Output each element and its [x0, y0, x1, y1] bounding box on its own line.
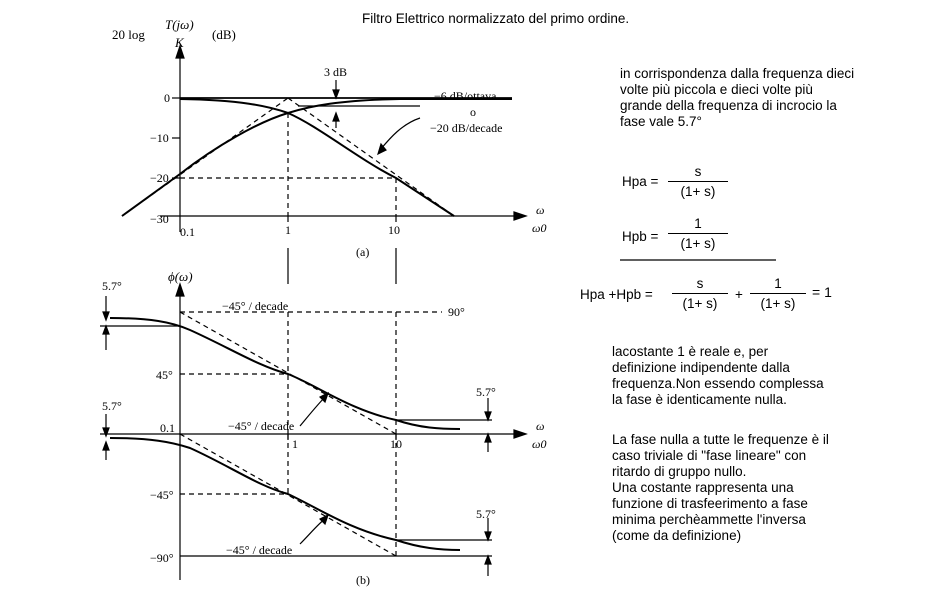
intro-line: volte più piccola e dieci volte più [620, 82, 813, 97]
magnitude-ylabel-denominator: K [175, 35, 184, 50]
hpb-denominator: (1+ s) [680, 236, 716, 251]
slope-label-ottava: −6 dB/ottava [434, 89, 497, 103]
intro-paragraph [620, 66, 854, 130]
sum-fraction-1 [672, 276, 728, 311]
phase-line: funzione di trasfeerimento a fase [612, 496, 808, 511]
phase-line: La fase nulla a tutte le frequenze è il [612, 432, 829, 447]
sum-denominator-2: (1+ s) [760, 296, 796, 311]
constant-paragraph [612, 344, 824, 408]
decade-label-bottom: −45° / decade [226, 543, 293, 557]
annotation-3db: 3 dB [324, 65, 348, 79]
label-neg45: −45° [150, 488, 174, 502]
hpa-numerator: s [694, 164, 702, 179]
figure-title: Filtro Elettrico normalizzato del primo ordine. [362, 11, 630, 26]
sum-fraction-2 [750, 276, 806, 311]
hpb-label: Hpb = [622, 229, 659, 244]
phase-xtick-10: 10 [390, 437, 402, 451]
sum-result: = 1 [812, 284, 832, 300]
xtick-1: 1 [285, 223, 291, 237]
intro-line: grande della frequenza di incrocio la [620, 98, 837, 113]
slope-label-or: o [470, 105, 476, 119]
intro-line: in corrispondenza dalla frequenza dieci [620, 66, 855, 81]
decade-label-top: −45° / decade [222, 299, 289, 313]
sum-label: Hpa +Hpb = [580, 287, 653, 302]
intro-line: fase vale 5.7° [620, 114, 702, 129]
constant-line: la fase è identicamente nulla. [612, 392, 787, 407]
magnitude-ylabel-unit: (dB) [212, 27, 236, 42]
phase-ylabel: ϕ(ω) [168, 269, 193, 284]
caption-a: (a) [356, 245, 370, 259]
phase-line: (come da definizione) [612, 528, 742, 543]
ytick-neg30db: −30 [150, 212, 169, 226]
magnitude-ylabel-numerator: T(jω) [165, 17, 194, 32]
label-neg90: −90° [150, 551, 174, 565]
sum-plus: + [735, 287, 743, 302]
ytick-neg20db: −20 [150, 171, 169, 185]
phase-xaxis-omega-denominator: ω0 [532, 437, 547, 451]
hpb-fraction [668, 216, 728, 251]
ytick-neg10db: −10 [150, 131, 169, 145]
caption-b: (b) [356, 573, 370, 587]
decade-label-mid: −45° / decade [228, 419, 295, 433]
top-left-5.7-label: 5.7° [102, 279, 122, 293]
label-90: 90° [448, 305, 465, 319]
hpa-fraction [668, 164, 728, 199]
xtick-0.1: 0.1 [180, 225, 195, 239]
slope-label-decade: −20 dB/decade [430, 121, 503, 135]
label-45: 45° [156, 368, 173, 382]
constant-line: lacostante 1 è reale e, per [612, 344, 769, 359]
xaxis-omega-numerator: ω [536, 203, 545, 217]
phase-line: minima perchèammette l'inversa [612, 512, 806, 527]
magnitude-ylabel-prefix: 20 log [112, 27, 145, 42]
sum-numerator-2: 1 [774, 276, 782, 291]
constant-line: definizione indipendente dalla [612, 360, 790, 375]
right-5.7-top-label: 5.7° [476, 385, 496, 399]
phase-paragraph [612, 432, 829, 544]
right-5.7-bottom-label: 5.7° [476, 507, 496, 521]
sum-numerator-1: s [696, 276, 704, 291]
hpb-numerator: 1 [694, 216, 702, 231]
phase-line: caso triviale di "fase lineare" con [612, 448, 807, 463]
ytick-0db: 0 [164, 91, 170, 105]
hpa-label: Hpa = [622, 174, 659, 189]
sum-denominator-1: (1+ s) [682, 296, 718, 311]
bottom-left-5.7-label: 5.7° [102, 399, 122, 413]
phase-line: ritardo di gruppo nullo. [612, 464, 747, 479]
xtick-10: 10 [388, 223, 400, 237]
xaxis-omega-denominator: ω0 [532, 221, 547, 235]
phase-line: Una costante rappresenta una [612, 480, 794, 495]
phase-xtick-1: 1 [292, 437, 298, 451]
label-0.1: 0.1 [160, 421, 175, 435]
constant-line: frequenza.Non essendo complessa [612, 376, 824, 391]
phase-xaxis-omega-numerator: ω [536, 419, 545, 433]
hpa-denominator: (1+ s) [680, 184, 716, 199]
